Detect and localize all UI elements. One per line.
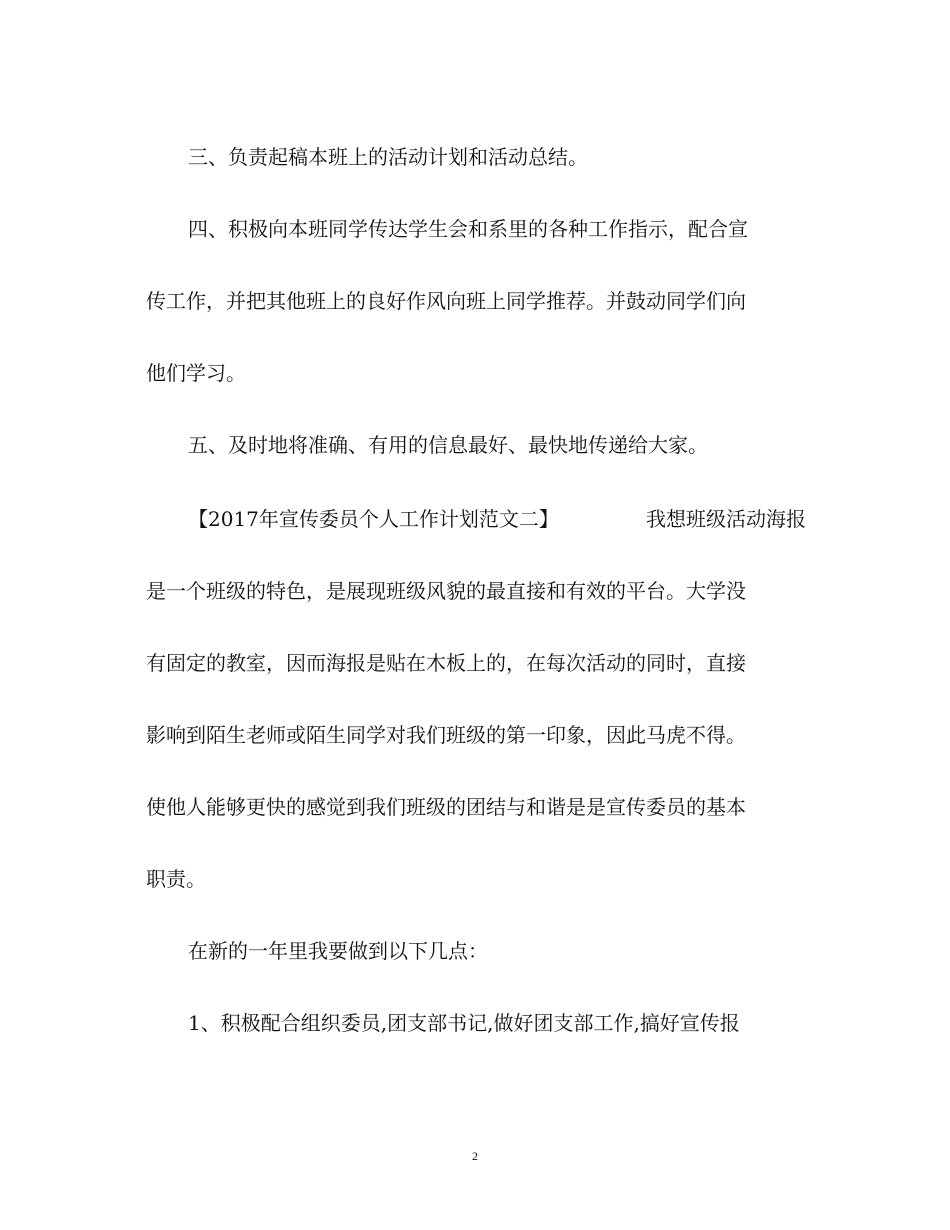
paragraph-line: 传工作，并把其他班上的良好作风向班上同学推荐。并鼓动同学们向 xyxy=(146,289,746,313)
paragraph-line: 四、积极向本班同学传达学生会和系里的各种工作指示，配合宣 xyxy=(188,217,748,241)
paragraph-line: 在新的一年里我要做到以下几点： xyxy=(188,939,488,963)
page-number: 2 xyxy=(472,1149,478,1163)
paragraph-line: 五、及时地将准确、有用的信息最好、最快地传递给大家。 xyxy=(188,433,708,457)
section-heading-continuation: 我想班级活动海报 xyxy=(646,507,806,531)
paragraph-line: 职责。 xyxy=(146,867,206,891)
paragraph-line: 有固定的教室，因而海报是贴在木板上的，在每次活动的同时，直接 xyxy=(146,651,746,675)
section-heading-line xyxy=(188,505,806,533)
paragraph-line: 1、积极配合组织委员,团支部书记,做好团支部工作,搞好宣传报 xyxy=(188,1011,740,1035)
paragraph-line: 是一个班级的特色，是展现班级风貌的最直接和有效的平台。大学没 xyxy=(146,579,746,603)
paragraph-line: 使他人能够更快的感觉到我们班级的团结与和谐是是宣传委员的基本 xyxy=(146,795,746,819)
paragraph-line: 他们学习。 xyxy=(146,361,246,385)
paragraph-line: 三、负责起稿本班上的活动计划和活动总结。 xyxy=(188,145,588,169)
paragraph-line: 影响到陌生老师或陌生同学对我们班级的第一印象，因此马虎不得。 xyxy=(146,723,746,747)
section-heading: 【2017年宣传委员个人工作计划范文二】 xyxy=(188,507,559,531)
